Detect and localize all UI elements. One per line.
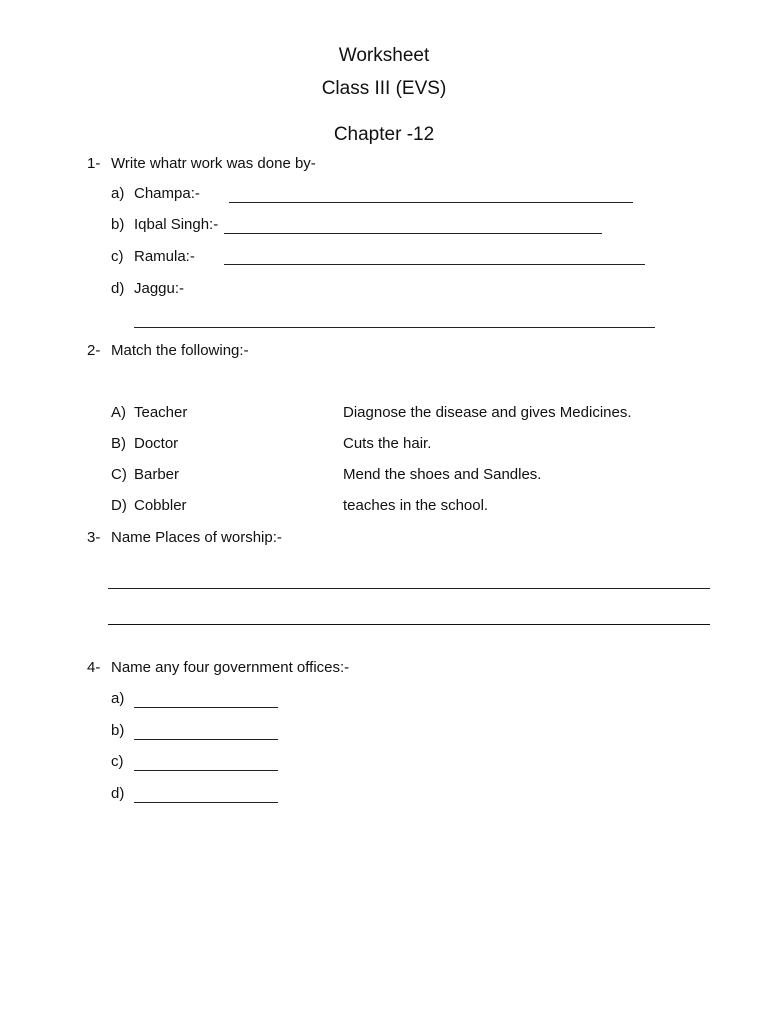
q4-text: Name any four government offices:-: [111, 659, 350, 676]
q1-text: Write whatr work was done by-: [111, 155, 316, 172]
q1-item-d-letter: d): [111, 280, 125, 297]
q4-item-c-letter: c): [111, 753, 124, 770]
q4-item-a-letter: a): [111, 690, 125, 707]
q4-item-b-letter: b): [111, 722, 125, 739]
q2-row-a-letter: A): [111, 404, 126, 421]
q1-item-d-label: Jaggu:-: [134, 280, 185, 297]
q2-text: Match the following:-: [111, 342, 249, 359]
q2-row-d-left: Cobbler: [134, 497, 187, 514]
q3-text: Name Places of worship:-: [111, 529, 282, 546]
q2-row-b-right: Cuts the hair.: [343, 435, 432, 452]
q4-number: 4-: [87, 659, 101, 676]
q1-item-c-letter: c): [111, 248, 124, 265]
q2-row-a-left: Teacher: [134, 404, 188, 421]
q1-answer-line-b: [224, 233, 602, 234]
q2-row-b-letter: B): [111, 435, 126, 452]
q4-answer-line-c: [134, 770, 278, 771]
q2-row-c-right: Mend the shoes and Sandles.: [343, 466, 542, 483]
class-line: Class III (EVS): [321, 78, 447, 99]
q3-answer-line-2: [108, 624, 710, 625]
q2-number: 2-: [87, 342, 101, 359]
worksheet-title: Worksheet: [338, 45, 430, 66]
q4-answer-line-a: [134, 707, 278, 708]
q1-item-b-letter: b): [111, 216, 125, 233]
chapter-heading: Chapter -12: [333, 124, 435, 145]
q2-row-c-left: Barber: [134, 466, 180, 483]
q4-item-d-letter: d): [111, 785, 125, 802]
q3-answer-line-1: [108, 588, 710, 589]
q1-answer-line-d: [134, 327, 655, 328]
q1-answer-line-a: [229, 202, 633, 203]
q1-item-c-label: Ramula:-: [134, 248, 195, 265]
q2-row-b-left: Doctor: [134, 435, 179, 452]
q2-row-d-letter: D): [111, 497, 127, 514]
q2-row-c-letter: C): [111, 466, 127, 483]
q1-item-a-label: Champa:-: [134, 185, 200, 202]
q4-answer-line-b: [134, 739, 278, 740]
q4-answer-line-d: [134, 802, 278, 803]
q2-row-d-right: teaches in the school.: [343, 497, 489, 514]
q3-number: 3-: [87, 529, 101, 546]
q1-number: 1-: [87, 155, 101, 172]
q1-item-a-letter: a): [111, 185, 125, 202]
q2-row-a-right: Diagnose the disease and gives Medicines.: [343, 404, 632, 421]
q1-item-b-label: Iqbal Singh:-: [134, 216, 219, 233]
q1-answer-line-c: [224, 264, 645, 265]
